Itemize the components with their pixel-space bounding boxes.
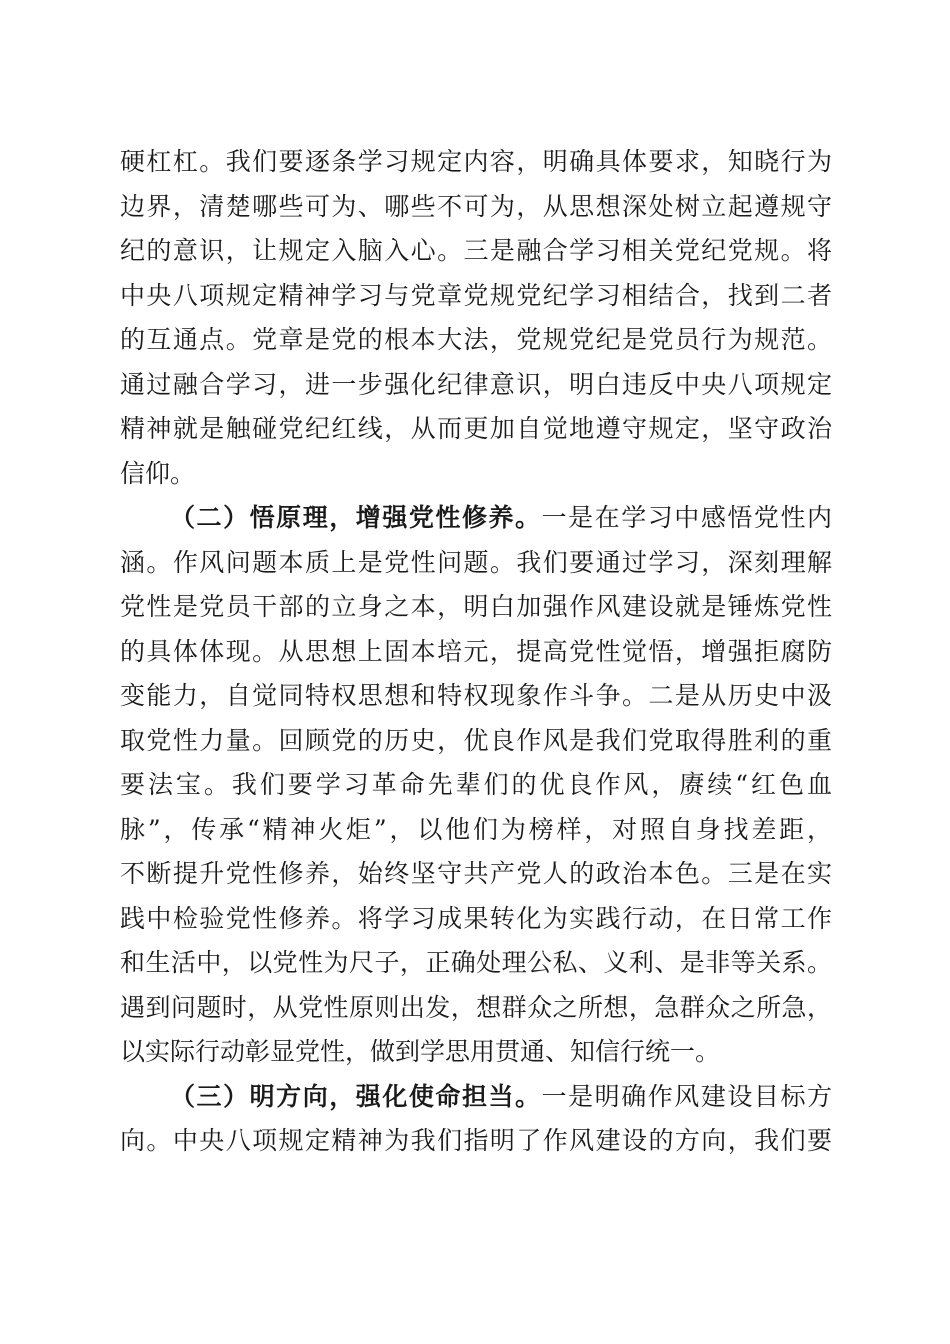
paragraph-2-first-line-rest: 一是在学习中感悟党性内 xyxy=(541,503,832,532)
paragraph-2-line-8: 脉”，传承“精神火炬”，以他们为榜样，对照自身找差距， xyxy=(120,814,832,844)
paragraph-2-line-6: 取党性力量。回顾党的历史，优良作风是我们党取得胜利的重 xyxy=(120,725,832,755)
paragraph-2-line-3: 党性是党员干部的立身之本，明白加强作风建设就是锤炼党性 xyxy=(120,592,832,621)
body-text xyxy=(120,140,832,1164)
paragraph-2-line-9: 不断提升党性修养，始终坚守共产党人的政治本色。三是在实 xyxy=(120,859,832,888)
paragraph-2-line-7: 要法宝。我们要学习革命先辈们的优良作风，赓续“红色血 xyxy=(120,770,832,799)
paragraph-2-line-4: 的具体体现。从思想上固本培元，提高党性觉悟，增强拒腐防 xyxy=(120,636,832,666)
paragraph-3-line-2: 向。中央八项规定精神为我们指明了作风建设的方向，我们要 xyxy=(120,1126,832,1155)
paragraph-2-first-line xyxy=(120,496,832,541)
section-heading-2: （二）悟原理，增强党性修养。 xyxy=(170,503,542,532)
paragraph-1-line-8: 信仰。 xyxy=(120,458,196,488)
paragraph-1-line-6: 通过融合学习，进一步强化纪律意识，明白违反中央八项规定 xyxy=(120,369,832,399)
paragraph-3-first-line xyxy=(120,1075,832,1120)
paragraph-2-line-11: 和生活中，以党性为尺子，正确处理公私、义利、是非等关系。 xyxy=(120,948,832,977)
paragraph-1-line-4: 中央八项规定精神学习与党章党规党纪学习相结合，找到二者 xyxy=(120,280,832,310)
paragraph-2-line-2: 涵。作风问题本质上是党性问题。我们要通过学习，深刻理解 xyxy=(120,547,832,577)
paragraph-3-first-line-rest: 一是明确作风建设目标方 xyxy=(541,1081,832,1111)
paragraph-2-line-13: 以实际行动彰显党性，做到学思用贯通、知信行统一。 xyxy=(120,1037,721,1066)
paragraph-2-line-5: 变能力，自觉同特权思想和特权现象作斗争。二是从历史中汲 xyxy=(120,681,832,710)
paragraph-1-line-1: 硬杠杠。我们要逐条学习规定内容，明确具体要求，知晓行为 xyxy=(120,147,832,176)
paragraph-1-line-2: 边界，清楚哪些可为、哪些不可为，从思想深处树立起遵规守 xyxy=(120,191,832,221)
paragraph-1-line-7: 精神就是触碰党纪红线，从而更加自觉地遵守规定，坚守政治 xyxy=(120,414,832,443)
paragraph-1-line-3: 纪的意识，让规定入脑入心。三是融合学习相关党纪党规。将 xyxy=(120,236,832,265)
paragraph-1-line-5: 的互通点。党章是党的根本大法，党规党纪是党员行为规范。 xyxy=(120,325,832,354)
paragraph-2-line-10: 践中检验党性修养。将学习成果转化为实践行动，在日常工作 xyxy=(120,903,832,933)
section-heading-3: （三）明方向，强化使命担当。 xyxy=(170,1081,542,1111)
paragraph-2-line-12: 遇到问题时，从党性原则出发，想群众之所想，急群众之所急， xyxy=(120,992,832,1022)
